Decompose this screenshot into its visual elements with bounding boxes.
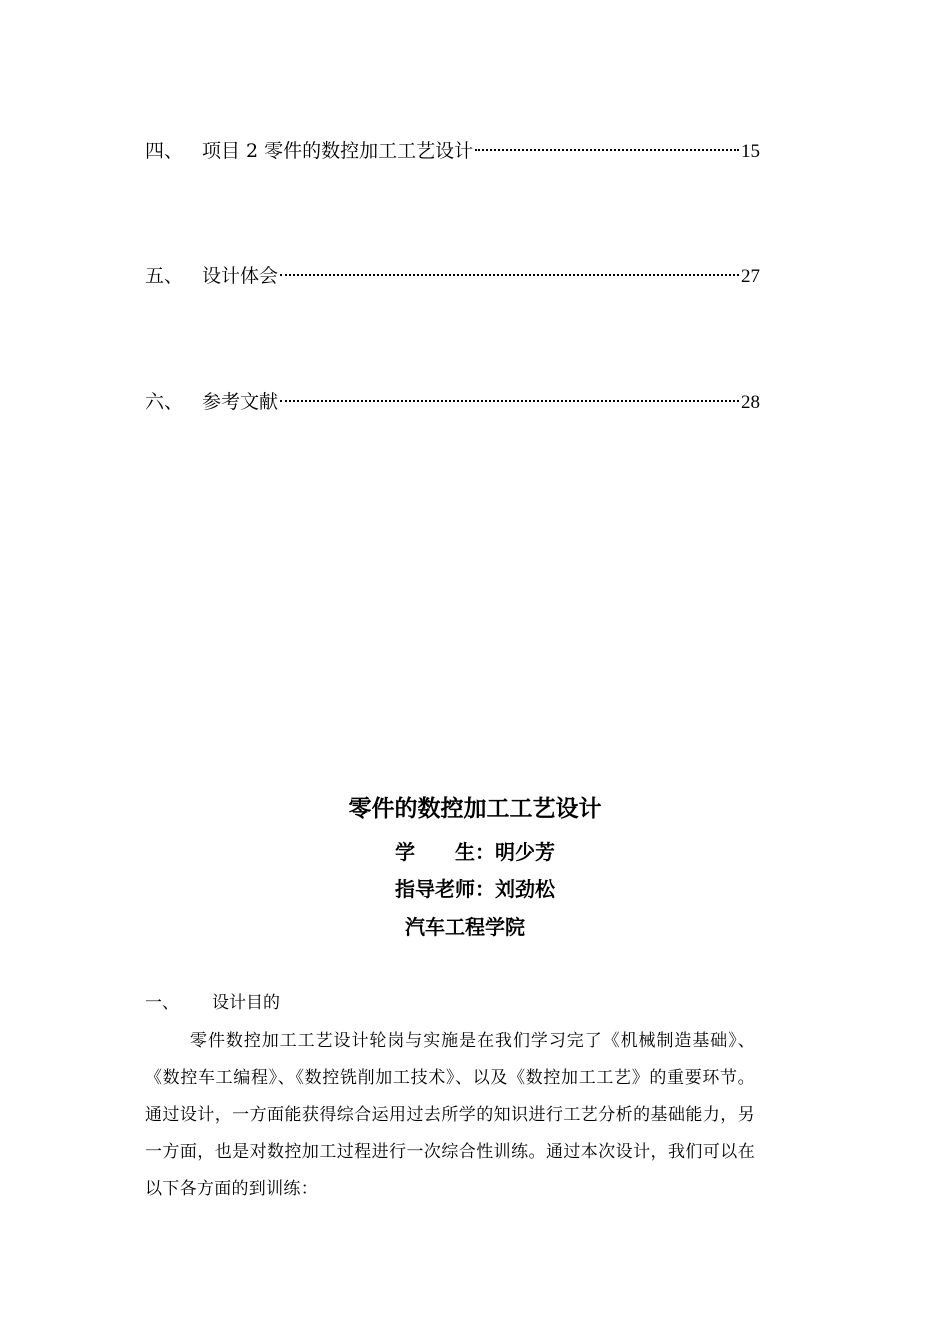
toc-entry[interactable] xyxy=(145,261,760,291)
toc-entry-number: 四、 xyxy=(145,140,184,162)
advisor-label: 指导老师： xyxy=(395,877,495,901)
school-name: 汽车工程学院 xyxy=(405,915,525,939)
toc-dot-leader xyxy=(280,400,739,402)
toc-entry-page: 15 xyxy=(741,141,760,162)
advisor-line xyxy=(0,874,950,904)
advisor-name: 刘劲松 xyxy=(495,877,555,901)
toc-dot-leader xyxy=(475,149,739,151)
toc-entry-title: 设计体会 xyxy=(202,265,279,287)
toc-entry[interactable] xyxy=(145,387,760,417)
student-line xyxy=(0,837,950,867)
toc-entry-title: 项目 2 零件的数控加工工艺设计 xyxy=(202,140,474,162)
section-heading xyxy=(145,988,280,1018)
toc-entry-page: 28 xyxy=(741,392,760,413)
document-title: 零件的数控加工工艺设计 xyxy=(348,796,602,822)
section-title: 设计目的 xyxy=(212,993,280,1013)
toc-entry-number: 五、 xyxy=(145,265,184,287)
toc-entry-number: 六、 xyxy=(145,391,184,413)
toc-dot-leader xyxy=(280,274,739,276)
student-name: 明少芳 xyxy=(495,840,555,864)
toc-entry-title: 参考文献 xyxy=(202,391,279,413)
toc-entry[interactable] xyxy=(145,136,760,166)
section-body-paragraph: 零件数控加工工艺设计轮岗与实施是在我们学习完了《机械制造基础》、《数控车工编程》、《数控铣削加工技术》、以及《数控加工工艺》的重要环节。通过设计，一方面能获得综合运用过去所学的知识进行工艺分析的基础能力，另一方面，也是对数控加工过程进行一次综合性训练。通过本次设计，我们可以在以下各方面的到训练： xyxy=(145,1031,755,1199)
section-number: 一、 xyxy=(145,993,179,1013)
toc-entry-page: 27 xyxy=(741,266,760,287)
student-label: 学 生： xyxy=(395,840,495,864)
